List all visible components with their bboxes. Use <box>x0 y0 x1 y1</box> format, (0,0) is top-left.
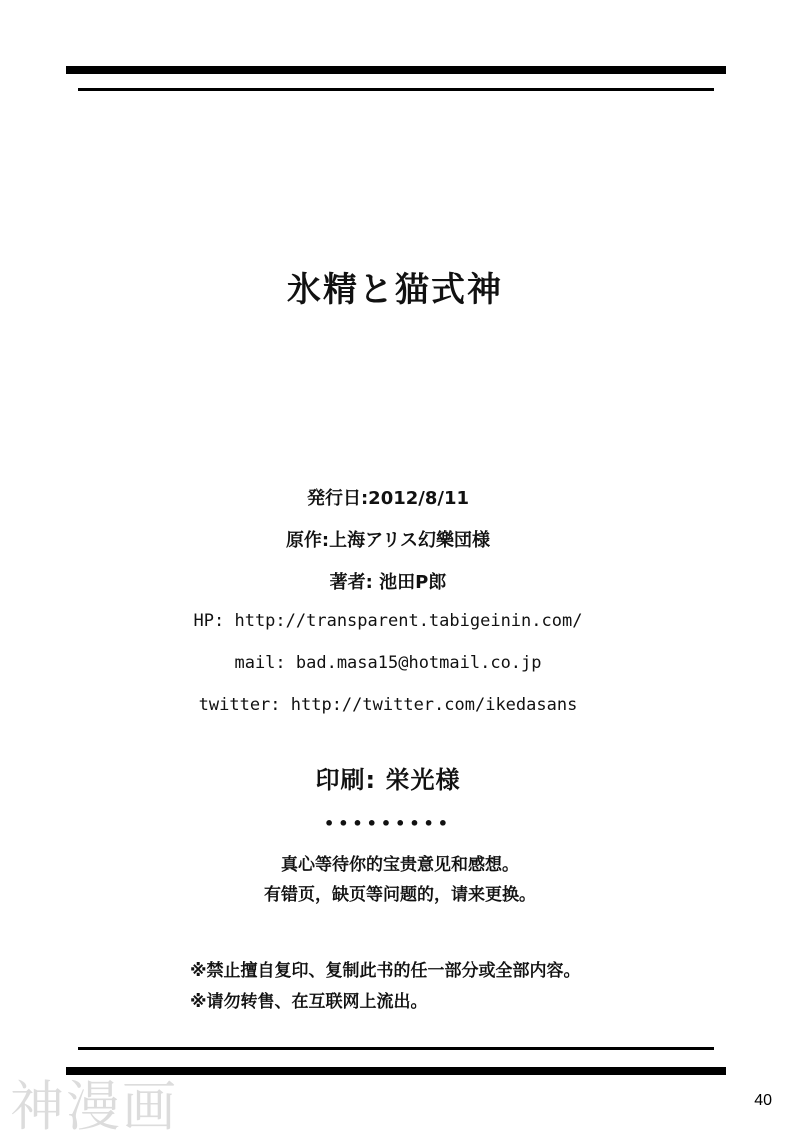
bottom-thin-rule <box>78 1047 714 1050</box>
email-address: mail: bad.masa15@hotmail.co.jp <box>234 653 542 673</box>
dot-separator: ••••••••• <box>323 814 453 833</box>
copyright-notice: ※请勿转售、在互联网上流出。 <box>190 992 428 1012</box>
top-thin-rule <box>78 88 714 91</box>
twitter-url: twitter: http://twitter.com/ikedasans <box>198 695 578 715</box>
release-date: 発行日:2012/8/11 <box>306 488 470 509</box>
original-work: 原作:上海アリス幻樂団様 <box>285 530 491 551</box>
thanks-line: 真心等待你的宝贵意见和感想。 <box>281 855 519 875</box>
thanks-line: 有错页，缺页等问题的，请来更换。 <box>264 885 536 905</box>
top-thick-rule <box>66 66 726 74</box>
homepage-url: HP: http://transparent.tabigeinin.com/ <box>193 611 583 631</box>
printer: 印刷: 栄光様 <box>315 766 461 794</box>
page-number: 40 <box>754 1092 772 1109</box>
author: 著者: 池田P郎 <box>329 572 447 593</box>
copyright-notice: ※禁止擅自复印、复制此书的任一部分或全部内容。 <box>190 961 581 981</box>
book-title: 氷精と猫式神 <box>287 270 503 310</box>
watermark: 神漫画 <box>10 1075 178 1138</box>
